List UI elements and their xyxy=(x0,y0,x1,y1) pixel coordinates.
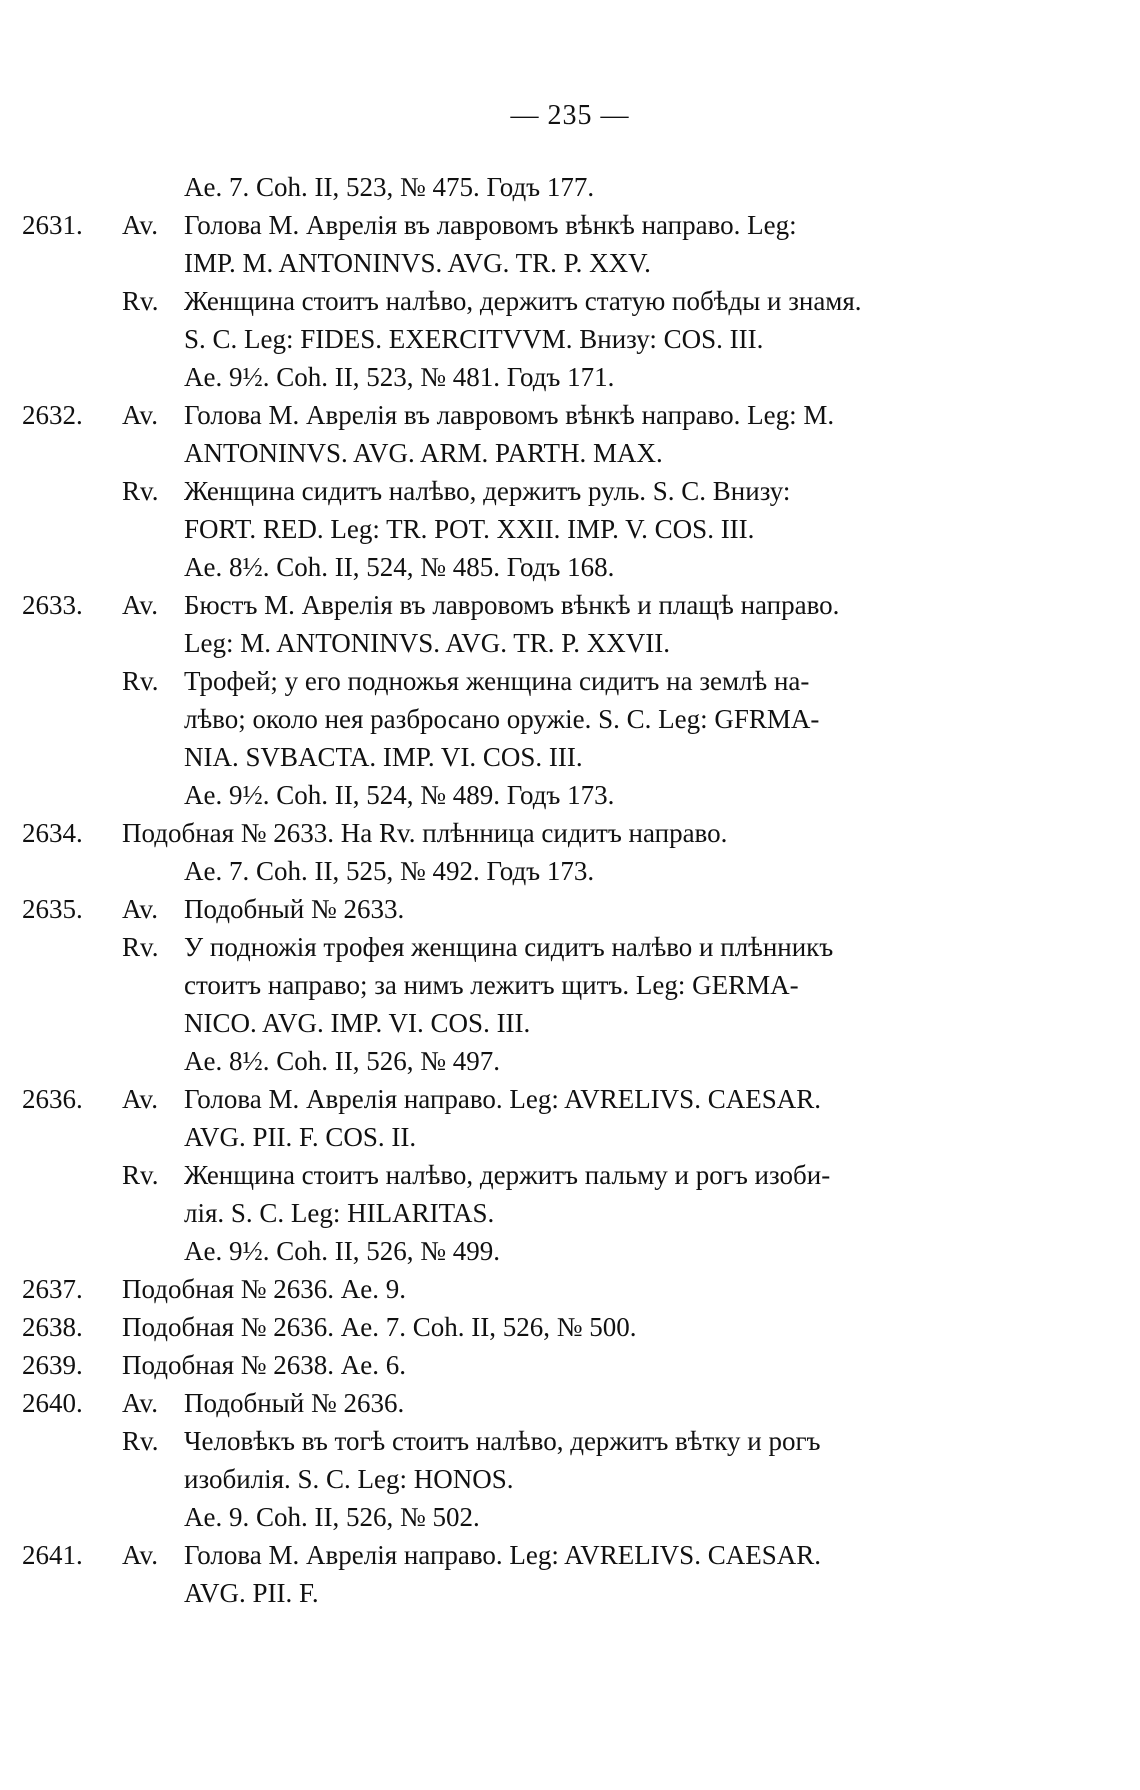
entry-text: Подобная № 2636. Ae. 9. xyxy=(122,1274,407,1304)
entry-text: У подножія трофея женщина сидитъ налѣво и плѣнникъ xyxy=(184,932,834,962)
catalogue-line xyxy=(22,434,982,472)
catalogue-line xyxy=(22,738,982,776)
page-number: — 235 — xyxy=(510,100,630,131)
catalogue-line xyxy=(22,1232,982,1270)
catalogue-line xyxy=(22,624,982,662)
catalogue-line xyxy=(22,890,982,928)
catalogue-line xyxy=(22,548,982,586)
catalogue-line xyxy=(22,1422,982,1460)
entry-text: NIA. SVBACTA. IMP. VI. COS. III. xyxy=(184,742,583,772)
catalogue-line xyxy=(22,586,982,624)
entry-text: Подобный № 2636. xyxy=(184,1388,405,1418)
entry-text: AVG. PII. F. xyxy=(184,1578,319,1608)
entry-text: Голова М. Аврелія направо. Leg: AVRELIVS. CAESAR. xyxy=(184,1540,821,1570)
entry-text: Ae. 9. Coh. II, 526, № 502. xyxy=(184,1502,480,1532)
catalogue-line xyxy=(22,1346,982,1384)
catalogue-line xyxy=(22,852,982,890)
catalogue-line xyxy=(22,1574,982,1612)
entry-text: AVG. PII. F. COS. II. xyxy=(184,1122,417,1152)
catalogue-line xyxy=(22,1384,982,1422)
catalogue-line xyxy=(22,244,982,282)
entry-text: Leg: M. ANTONINVS. AVG. TR. P. XXVII. xyxy=(184,628,671,658)
coin-side-label: Rv. xyxy=(122,476,159,506)
catalogue-line xyxy=(22,1460,982,1498)
entry-text: Ae. 8½. Coh. II, 524, № 485. Годъ 168. xyxy=(184,552,615,582)
entry-text: Женщина стоитъ налѣво, держитъ статую побѣды и знамя. xyxy=(184,286,862,316)
coin-side-label: Rv. xyxy=(122,666,159,696)
catalogue-line xyxy=(22,1042,982,1080)
coin-side-label: Rv. xyxy=(122,286,159,316)
catalogue-line xyxy=(22,1308,982,1346)
catalogue-body xyxy=(22,168,982,1612)
entry-number: 2637. xyxy=(22,1274,83,1304)
entry-text: Ae. 7. Coh. II, 525, № 492. Годъ 173. xyxy=(184,856,595,886)
coin-side-label: Av. xyxy=(122,400,158,430)
entry-text: Человѣкъ въ тогѣ стоитъ налѣво, держитъ вѣтку и рогъ xyxy=(184,1426,821,1456)
catalogue-line xyxy=(22,1270,982,1308)
entry-text: Женщина сидитъ налѣво, держитъ руль. S. C. Внизу: xyxy=(184,476,791,506)
catalogue-line xyxy=(22,472,982,510)
entry-text: Женщина стоитъ налѣво, держитъ пальму и рогъ изоби- xyxy=(184,1160,831,1190)
catalogue-line xyxy=(22,700,982,738)
catalogue-line xyxy=(22,1080,982,1118)
catalogue-line xyxy=(22,1004,982,1042)
entry-text: IMP. M. ANTONINVS. AVG. TR. P. XXV. xyxy=(184,248,651,278)
entry-text: Ae. 9½. Coh. II, 526, № 499. xyxy=(184,1236,500,1266)
entry-text: лія. S. C. Leg: HILARITAS. xyxy=(184,1198,495,1228)
entry-number: 2641. xyxy=(22,1540,83,1570)
catalogue-line xyxy=(22,1118,982,1156)
entry-text: NICO. AVG. IMP. VI. COS. III. xyxy=(184,1008,531,1038)
catalogue-line xyxy=(22,814,982,852)
entry-text: ANTONINVS. AVG. ARM. PARTH. MAX. xyxy=(184,438,663,468)
catalogue-line xyxy=(22,282,982,320)
entry-number: 2634. xyxy=(22,818,83,848)
entry-number: 2636. xyxy=(22,1084,83,1114)
coin-side-label: Av. xyxy=(122,210,158,240)
entry-number: 2638. xyxy=(22,1312,83,1342)
coin-side-label: Av. xyxy=(122,1540,158,1570)
entry-text: Голова М. Аврелія въ лавровомъ вѣнкѣ направо. Leg: xyxy=(184,210,797,240)
catalogue-line xyxy=(22,396,982,434)
coin-side-label: Av. xyxy=(122,1084,158,1114)
catalogue-line xyxy=(22,662,982,700)
catalogue-line xyxy=(22,1194,982,1232)
entry-number: 2631. xyxy=(22,210,83,240)
entry-text: Трофей; у его подножья женщина сидитъ на землѣ на- xyxy=(184,666,810,696)
entry-text: Ae. 8½. Coh. II, 526, № 497. xyxy=(184,1046,500,1076)
entry-text: Бюстъ М. Аврелія въ лавровомъ вѣнкѣ и плащѣ направо. xyxy=(184,590,840,620)
entry-number: 2632. xyxy=(22,400,83,430)
entry-text: стоитъ направо; за нимъ лежитъ щитъ. Leg: GERMA- xyxy=(184,970,799,1000)
coin-side-label: Av. xyxy=(122,894,158,924)
entry-text: Ae. 9½. Coh. II, 523, № 481. Годъ 171. xyxy=(184,362,615,392)
entry-text: Подобная № 2636. Ae. 7. Coh. II, 526, № 500. xyxy=(122,1312,637,1342)
catalogue-line xyxy=(22,928,982,966)
entry-text: Подобный № 2633. xyxy=(184,894,405,924)
entry-text: Подобная № 2638. Ae. 6. xyxy=(122,1350,407,1380)
entry-text: Голова М. Аврелія въ лавровомъ вѣнкѣ направо. Leg: M. xyxy=(184,400,835,430)
entry-text: FORT. RED. Leg: TR. POT. XXII. IMP. V. COS. III. xyxy=(184,514,755,544)
catalogue-line xyxy=(22,358,982,396)
entry-text: лѣво; около нея разбросано оружіе. S. C. Leg: GFRMA- xyxy=(184,704,820,734)
coin-side-label: Av. xyxy=(122,590,158,620)
entry-text: Голова М. Аврелія направо. Leg: AVRELIVS. CAESAR. xyxy=(184,1084,821,1114)
catalogue-line xyxy=(22,776,982,814)
coin-side-label: Rv. xyxy=(122,1426,159,1456)
entry-text: Ae. 7. Coh. II, 523, № 475. Годъ 177. xyxy=(184,172,595,202)
catalogue-line xyxy=(22,966,982,1004)
entry-number: 2633. xyxy=(22,590,83,620)
entry-number: 2639. xyxy=(22,1350,83,1380)
entry-number: 2635. xyxy=(22,894,83,924)
catalogue-line xyxy=(22,320,982,358)
catalogue-line xyxy=(22,168,982,206)
coin-side-label: Av. xyxy=(122,1388,158,1418)
entry-text: Подобная № 2633. На Rv. плѣнница сидитъ направо. xyxy=(122,818,728,848)
entry-text: изобилія. S. C. Leg: HONOS. xyxy=(184,1464,514,1494)
entry-text: S. C. Leg: FIDES. EXERCITVVM. Внизу: COS. III. xyxy=(184,324,764,354)
entry-text: Ae. 9½. Coh. II, 524, № 489. Годъ 173. xyxy=(184,780,615,810)
catalogue-line xyxy=(22,1498,982,1536)
catalogue-line xyxy=(22,510,982,548)
coin-side-label: Rv. xyxy=(122,1160,159,1190)
catalogue-line xyxy=(22,206,982,244)
catalogue-line xyxy=(22,1156,982,1194)
catalogue-line xyxy=(22,1536,982,1574)
coin-side-label: Rv. xyxy=(122,932,159,962)
entry-number: 2640. xyxy=(22,1388,83,1418)
